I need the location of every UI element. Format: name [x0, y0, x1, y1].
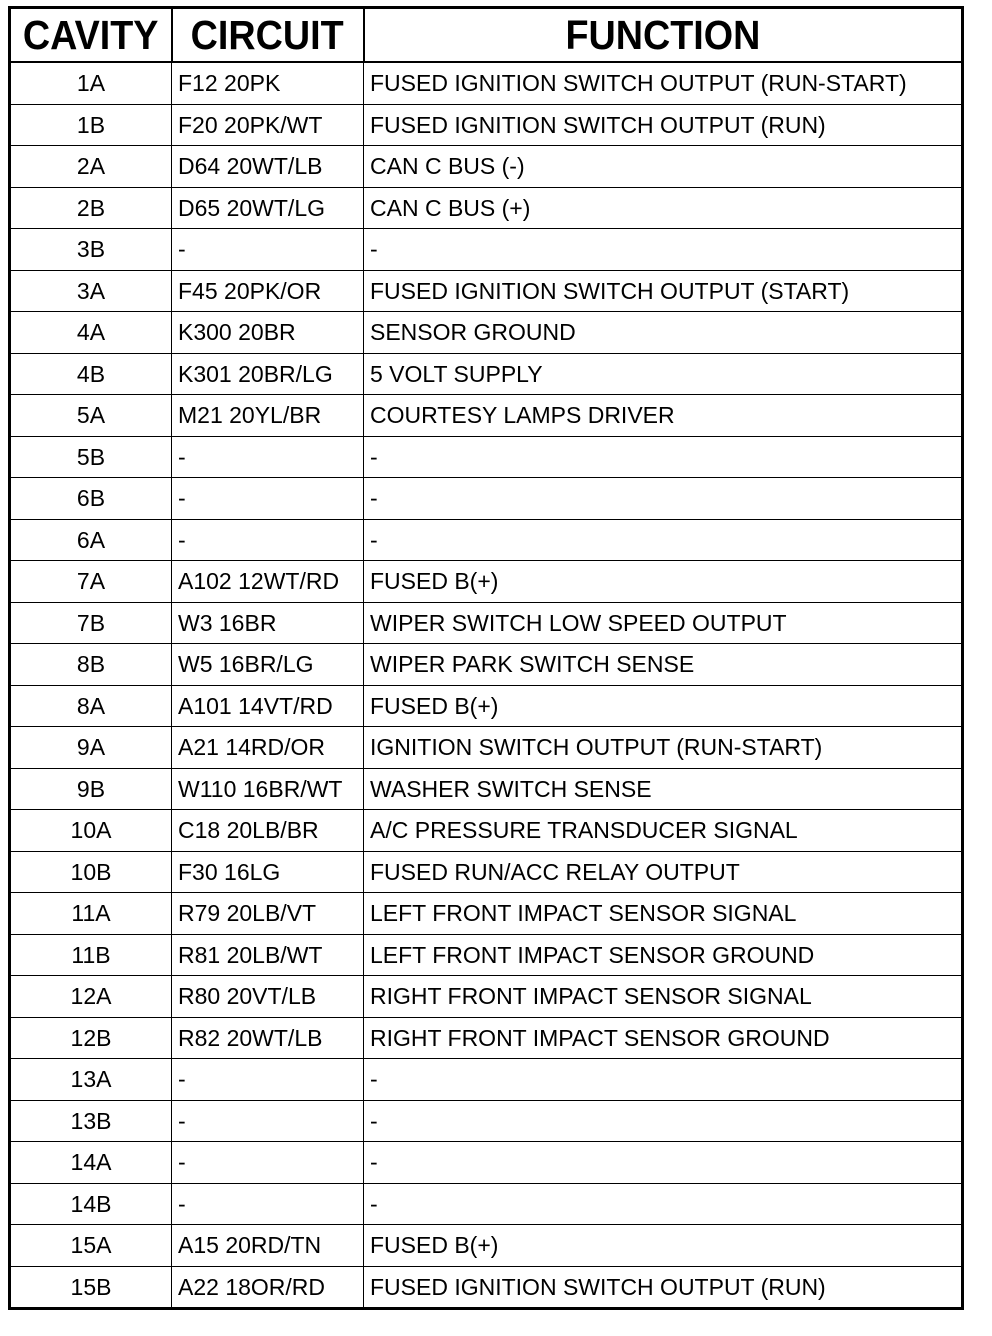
function-cell: -	[364, 478, 963, 520]
connector-pinout-table	[8, 6, 964, 1310]
table-row	[10, 893, 963, 935]
function-cell: FUSED IGNITION SWITCH OUTPUT (START)	[364, 270, 963, 312]
circuit-cell: -	[172, 519, 364, 561]
table-row	[10, 602, 963, 644]
circuit-cell: R82 20WT/LB	[172, 1017, 364, 1059]
circuit-cell: C18 20LB/BR	[172, 810, 364, 852]
function-cell: -	[364, 519, 963, 561]
function-cell: FUSED IGNITION SWITCH OUTPUT (RUN)	[364, 1266, 963, 1309]
table-row	[10, 1142, 963, 1184]
cavity-cell: 6A	[10, 519, 172, 561]
function-cell: 5 VOLT SUPPLY	[364, 353, 963, 395]
cavity-cell: 9A	[10, 727, 172, 769]
circuit-cell: M21 20YL/BR	[172, 395, 364, 437]
cavity-cell: 13A	[10, 1059, 172, 1101]
cavity-cell: 11A	[10, 893, 172, 935]
table-row	[10, 395, 963, 437]
table-row	[10, 561, 963, 603]
circuit-column-header	[172, 8, 364, 63]
function-cell: LEFT FRONT IMPACT SENSOR GROUND	[364, 934, 963, 976]
circuit-cell: -	[172, 1183, 364, 1225]
cavity-cell: 15A	[10, 1225, 172, 1267]
function-cell: FUSED IGNITION SWITCH OUTPUT (RUN-START)	[364, 62, 963, 104]
table-row	[10, 436, 963, 478]
cavity-cell: 10B	[10, 851, 172, 893]
cavity-cell: 7A	[10, 561, 172, 603]
function-cell: -	[364, 1059, 963, 1101]
circuit-cell: A102 12WT/RD	[172, 561, 364, 603]
cavity-cell: 11B	[10, 934, 172, 976]
cavity-cell: 12B	[10, 1017, 172, 1059]
circuit-cell: R79 20LB/VT	[172, 893, 364, 935]
cavity-cell: 8A	[10, 685, 172, 727]
table-row	[10, 727, 963, 769]
function-cell: COURTESY LAMPS DRIVER	[364, 395, 963, 437]
table-row	[10, 62, 963, 104]
function-cell: -	[364, 229, 963, 271]
function-cell: WASHER SWITCH SENSE	[364, 768, 963, 810]
table-row	[10, 934, 963, 976]
function-cell: FUSED B(+)	[364, 561, 963, 603]
circuit-header-label: CIRCUIT	[191, 12, 344, 58]
cavity-cell: 5A	[10, 395, 172, 437]
circuit-cell: -	[172, 436, 364, 478]
circuit-cell: W5 16BR/LG	[172, 644, 364, 686]
function-column-header	[364, 8, 963, 63]
table-body	[10, 62, 963, 1309]
cavity-cell: 2A	[10, 146, 172, 188]
function-cell: FUSED B(+)	[364, 685, 963, 727]
circuit-cell: -	[172, 478, 364, 520]
circuit-cell: D64 20WT/LB	[172, 146, 364, 188]
cavity-cell: 10A	[10, 810, 172, 852]
cavity-cell: 14B	[10, 1183, 172, 1225]
table-row	[10, 312, 963, 354]
table-row	[10, 768, 963, 810]
circuit-cell: -	[172, 229, 364, 271]
table-row	[10, 1225, 963, 1267]
circuit-cell: A22 18OR/RD	[172, 1266, 364, 1309]
function-cell: RIGHT FRONT IMPACT SENSOR GROUND	[364, 1017, 963, 1059]
circuit-cell: -	[172, 1100, 364, 1142]
cavity-cell: 5B	[10, 436, 172, 478]
table-row	[10, 685, 963, 727]
table-row	[10, 1017, 963, 1059]
circuit-cell: R81 20LB/WT	[172, 934, 364, 976]
table-row	[10, 1059, 963, 1101]
cavity-cell: 8B	[10, 644, 172, 686]
cavity-column-header	[10, 8, 172, 63]
function-cell: IGNITION SWITCH OUTPUT (RUN-START)	[364, 727, 963, 769]
function-cell: SENSOR GROUND	[364, 312, 963, 354]
function-cell: FUSED IGNITION SWITCH OUTPUT (RUN)	[364, 104, 963, 146]
function-cell: -	[364, 1142, 963, 1184]
cavity-cell: 12A	[10, 976, 172, 1018]
cavity-cell: 14A	[10, 1142, 172, 1184]
function-cell: -	[364, 436, 963, 478]
table-row	[10, 104, 963, 146]
circuit-cell: K300 20BR	[172, 312, 364, 354]
circuit-cell: -	[172, 1059, 364, 1101]
table-row	[10, 187, 963, 229]
function-cell: CAN C BUS (-)	[364, 146, 963, 188]
cavity-cell: 13B	[10, 1100, 172, 1142]
table-row	[10, 353, 963, 395]
circuit-cell: F45 20PK/OR	[172, 270, 364, 312]
function-cell: -	[364, 1183, 963, 1225]
table-row	[10, 146, 963, 188]
circuit-cell: F12 20PK	[172, 62, 364, 104]
cavity-header-label: CAVITY	[22, 12, 159, 58]
table-row	[10, 270, 963, 312]
function-cell: FUSED RUN/ACC RELAY OUTPUT	[364, 851, 963, 893]
function-header-label: FUNCTION	[565, 12, 761, 58]
table-row	[10, 851, 963, 893]
table-row	[10, 644, 963, 686]
function-cell: A/C PRESSURE TRANSDUCER SIGNAL	[364, 810, 963, 852]
table-row	[10, 810, 963, 852]
cavity-cell: 4A	[10, 312, 172, 354]
cavity-cell: 3A	[10, 270, 172, 312]
circuit-cell: W110 16BR/WT	[172, 768, 364, 810]
table-row	[10, 1266, 963, 1309]
function-cell: FUSED B(+)	[364, 1225, 963, 1267]
cavity-cell: 15B	[10, 1266, 172, 1309]
circuit-cell: D65 20WT/LG	[172, 187, 364, 229]
circuit-cell: R80 20VT/LB	[172, 976, 364, 1018]
circuit-cell: -	[172, 1142, 364, 1184]
cavity-cell: 6B	[10, 478, 172, 520]
circuit-cell: A21 14RD/OR	[172, 727, 364, 769]
function-cell: WIPER SWITCH LOW SPEED OUTPUT	[364, 602, 963, 644]
function-cell: WIPER PARK SWITCH SENSE	[364, 644, 963, 686]
cavity-cell: 9B	[10, 768, 172, 810]
function-cell: -	[364, 1100, 963, 1142]
circuit-cell: K301 20BR/LG	[172, 353, 364, 395]
function-cell: LEFT FRONT IMPACT SENSOR SIGNAL	[364, 893, 963, 935]
cavity-cell: 1A	[10, 62, 172, 104]
function-cell: RIGHT FRONT IMPACT SENSOR SIGNAL	[364, 976, 963, 1018]
table-row	[10, 1100, 963, 1142]
cavity-cell: 1B	[10, 104, 172, 146]
table-row	[10, 519, 963, 561]
circuit-cell: F20 20PK/WT	[172, 104, 364, 146]
cavity-cell: 7B	[10, 602, 172, 644]
circuit-cell: A101 14VT/RD	[172, 685, 364, 727]
circuit-cell: A15 20RD/TN	[172, 1225, 364, 1267]
table-row	[10, 229, 963, 271]
circuit-cell: F30 16LG	[172, 851, 364, 893]
table-row	[10, 1183, 963, 1225]
function-cell: CAN C BUS (+)	[364, 187, 963, 229]
cavity-cell: 2B	[10, 187, 172, 229]
cavity-cell: 4B	[10, 353, 172, 395]
table-row	[10, 478, 963, 520]
cavity-cell: 3B	[10, 229, 172, 271]
table-row	[10, 976, 963, 1018]
circuit-cell: W3 16BR	[172, 602, 364, 644]
header-row	[10, 8, 963, 63]
